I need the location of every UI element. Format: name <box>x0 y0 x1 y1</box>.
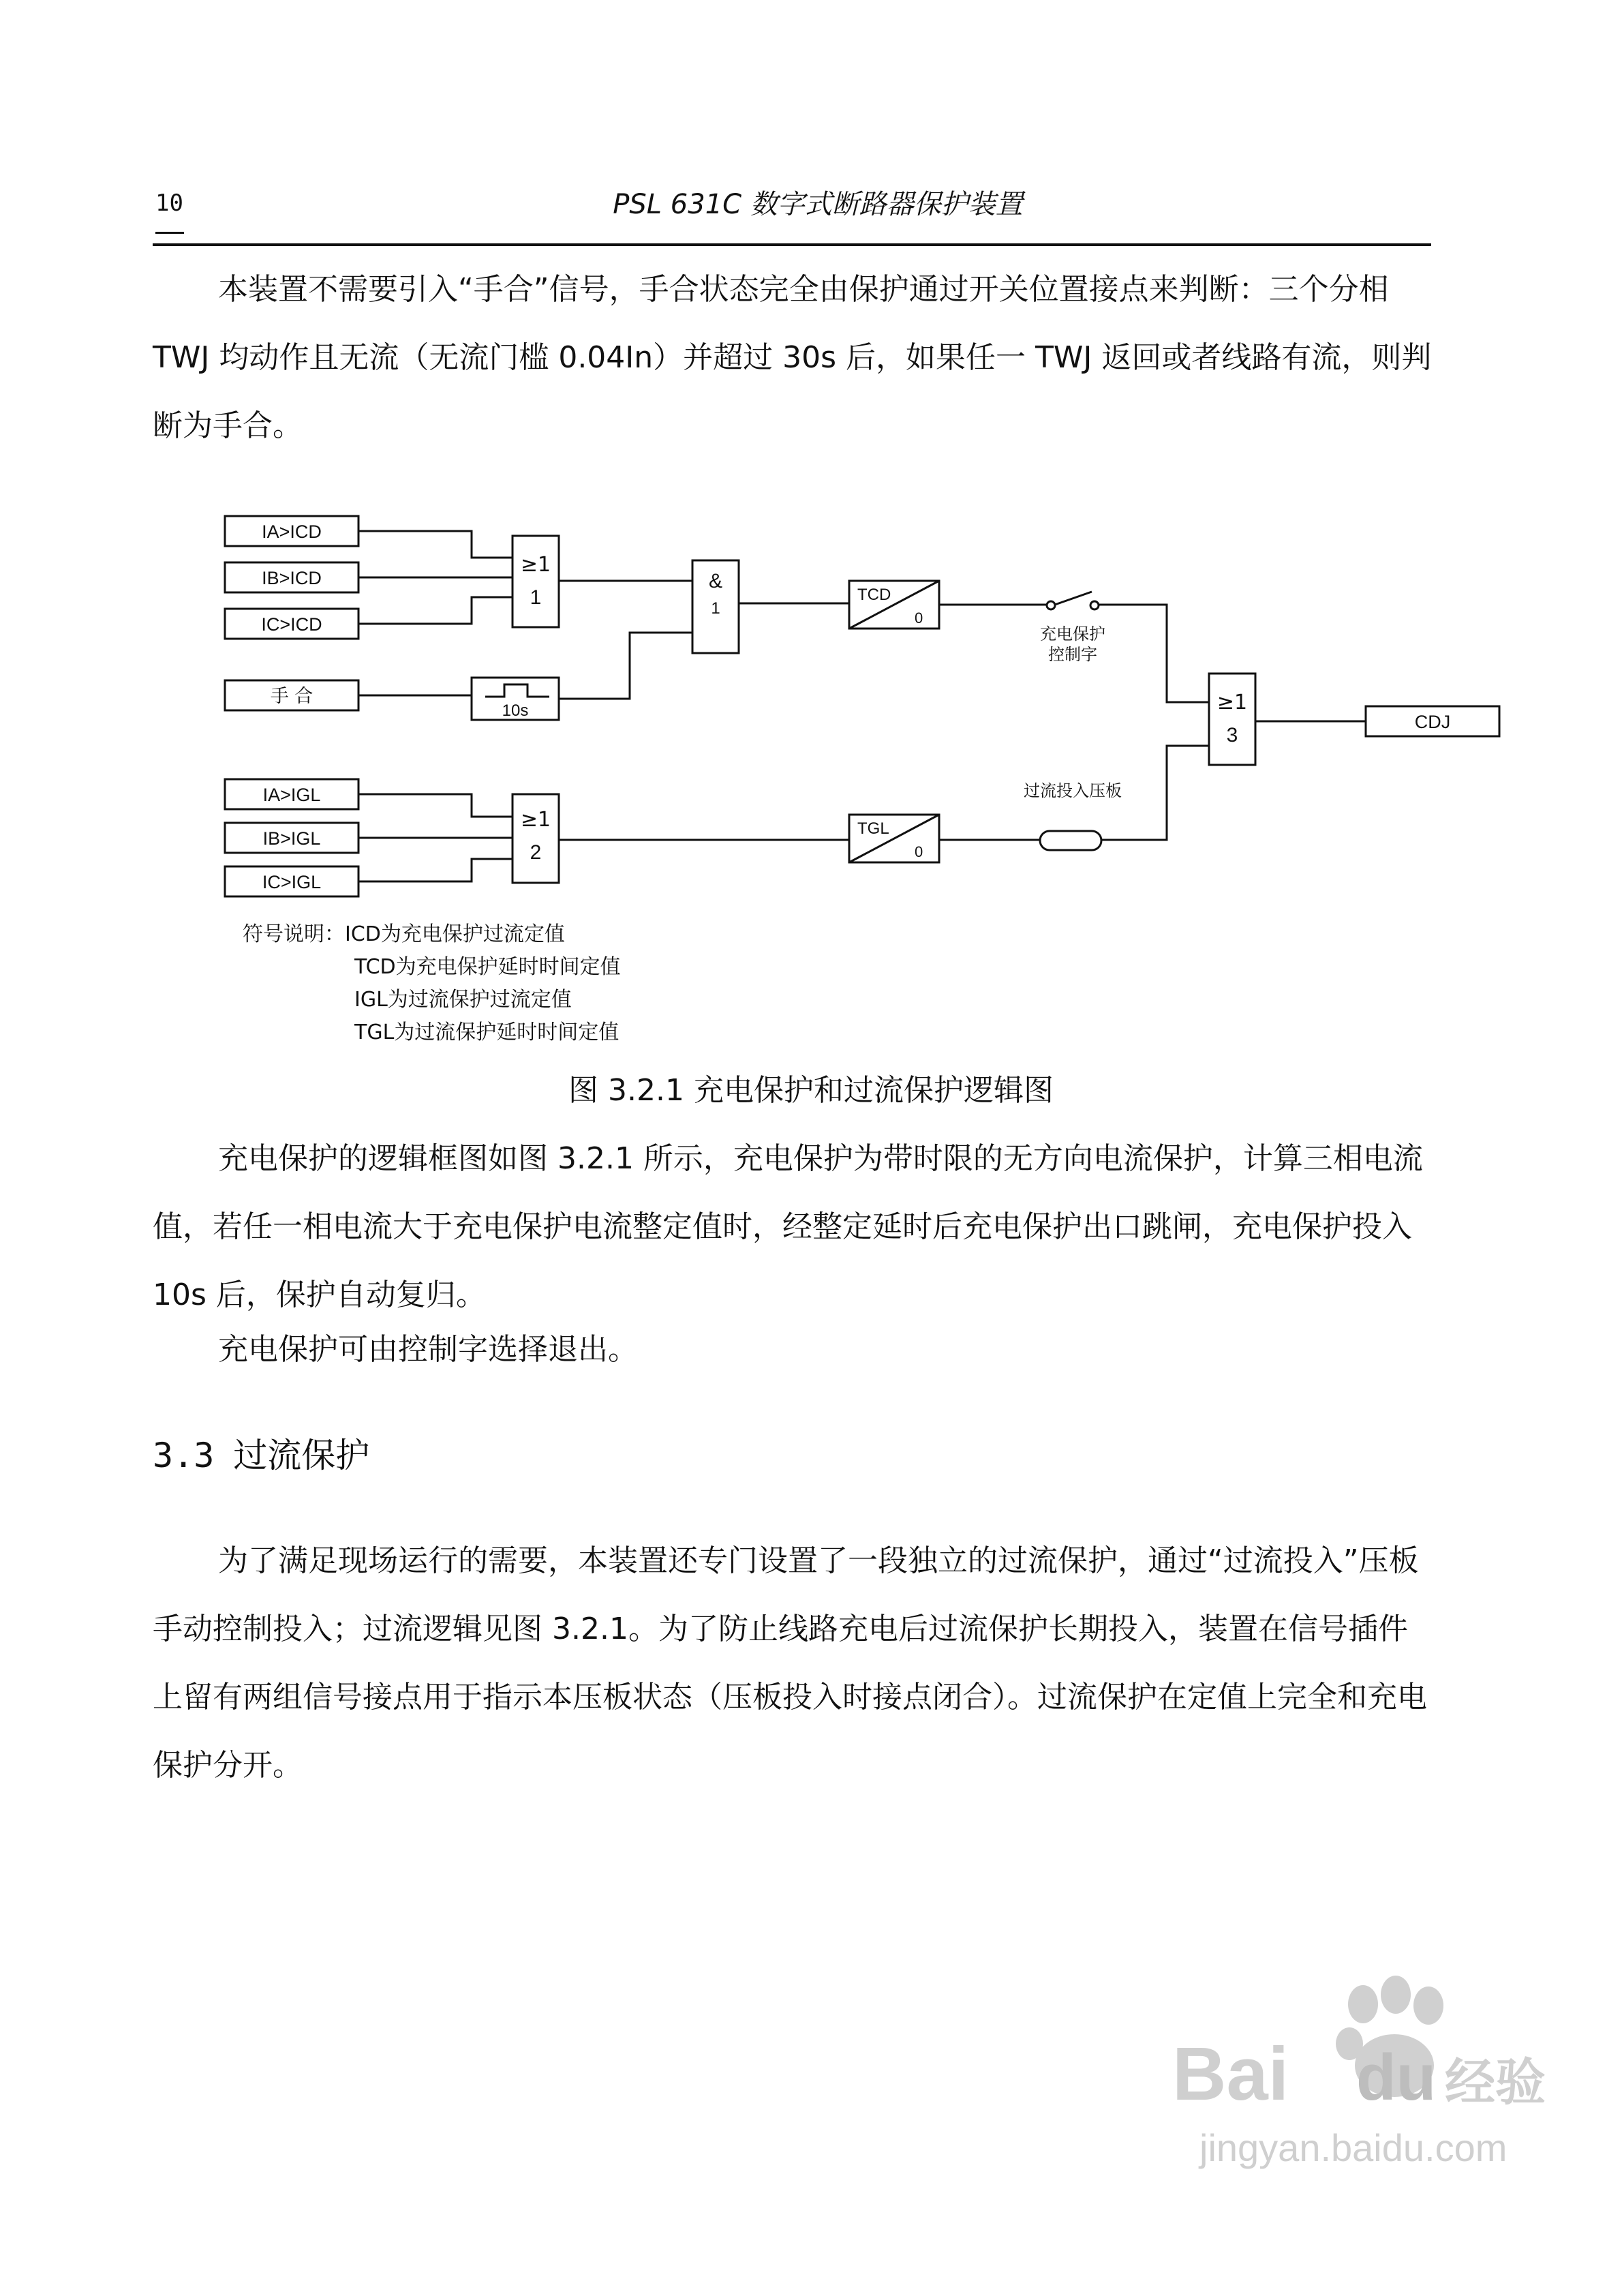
switch-label-line1: 充电保护 <box>1040 624 1105 644</box>
or1-number: 1 <box>530 586 542 609</box>
wire-pulse-and <box>559 633 692 699</box>
logic-diagram <box>0 0 1622 1063</box>
pulse-label: 10s <box>502 701 529 720</box>
or2-number: 2 <box>530 841 542 864</box>
label-ib-igl: IB>IGL <box>262 828 321 849</box>
figure-caption: 图 3.2.1 充电保护和过流保护逻辑图 <box>568 1073 1054 1108</box>
or3-symbol: ≥1 <box>1216 691 1248 714</box>
label-manual: 手 合 <box>270 686 313 707</box>
tcd-zero: 0 <box>915 609 923 626</box>
paragraph-text: 本装置不需要引入“手合”信号，手合状态完全由保护通过开关位置接点来判断：三个分相 TWJ 均动作且无流（无流门槛 0.04In）并超过 30s 后，如果任一 TWJ 返回或者线路有流，则判断为手合。 <box>153 272 1432 443</box>
paw-toe-3 <box>1413 1987 1443 2025</box>
label-ib-icd: IB>ICD <box>262 568 322 588</box>
baidu-watermark <box>1159 1963 1554 2195</box>
paw-toe-2 <box>1381 1976 1411 2014</box>
section-heading <box>153 1428 369 1483</box>
legend-line-4: TGL为过流保护延时时间定值 <box>354 1021 619 1044</box>
or2-symbol: ≥1 <box>520 808 551 832</box>
watermark-brand-du: du <box>1356 2041 1437 2114</box>
paragraph-charging-protection <box>153 1125 1434 1329</box>
wire-ic-igl <box>358 859 512 881</box>
legend-line-1: 符号说明：ICD为充电保护过流定值 <box>243 922 565 946</box>
paragraph-overcurrent <box>153 1527 1434 1800</box>
switch-blade <box>1053 592 1092 605</box>
paragraph-text: 充电保护可由控制字选择退出。 <box>218 1332 638 1367</box>
paw-toe-1 <box>1348 1985 1378 2023</box>
paragraph-control-word <box>153 1316 1434 1384</box>
and-symbol: & <box>708 570 723 592</box>
label-ic-icd: IC>ICD <box>261 614 322 635</box>
paragraph-text: 充电保护的逻辑框图如图 3.2.1 所示，充电保护为带时限的无方向电流保护，计算三相电流值，若任一相电流大于充电保护电流整定值时，经整定延时后充电保护出口跳闸，充电保护投入 10s 后，保护自动复归。 <box>153 1141 1423 1312</box>
tgl-zero: 0 <box>915 843 923 860</box>
switch-contact-left <box>1047 601 1055 609</box>
wire-switch-or3 <box>1095 605 1209 702</box>
or1-symbol: ≥1 <box>520 553 551 577</box>
watermark-suffix: 经验 <box>1445 2053 1546 2112</box>
plate-symbol <box>1040 831 1101 850</box>
label-ia-icd: IA>ICD <box>262 522 322 542</box>
legend-line-2: TCD为充电保护延时时间定值 <box>354 955 621 979</box>
wire-ic-icd <box>358 597 512 624</box>
plate-label: 过流投入压板 <box>1024 781 1122 800</box>
paragraph-text: 为了满足现场运行的需要，本装置还专门设置了一段独立的过流保护，通过“过流投入”压板手动控制投入；过流逻辑见图 3.2.1。为了防止线路充电后过流保护长期投入，装置在信号插件上留有两组信号接点用于指示本压板状态（压板投入时接点闭合）。过流保护在定值上完全和充电保护分开。 <box>153 1543 1427 1783</box>
watermark-brand: Bai <box>1172 2032 1289 2116</box>
wire-ia-icd <box>358 531 512 558</box>
section-title: 过流保护 <box>233 1436 370 1475</box>
or-gate-1 <box>512 536 559 627</box>
running-header-title: PSL 631C 数字式断路器保护装置 <box>613 189 1023 220</box>
output-label: CDJ <box>1414 712 1451 732</box>
tgl-label: TGL <box>857 819 889 838</box>
page-number: 10 <box>155 190 183 217</box>
label-ic-igl: IC>IGL <box>262 872 322 892</box>
or3-number: 3 <box>1226 724 1238 746</box>
switch-label-line2: 控制字 <box>1048 645 1097 664</box>
wire-ia-igl <box>358 794 512 817</box>
label-ia-igl: IA>IGL <box>262 785 321 805</box>
legend-line-3: IGL为过流保护过流定值 <box>354 988 572 1012</box>
section-number: 3.3 <box>153 1436 215 1475</box>
watermark-url: jingyan.baidu.com <box>1199 2126 1508 2169</box>
and-number: 1 <box>711 599 720 618</box>
pulse-waveform <box>485 684 549 697</box>
switch-contact-right <box>1090 601 1099 609</box>
or-gate-3 <box>1209 674 1255 765</box>
tcd-label: TCD <box>857 586 891 604</box>
